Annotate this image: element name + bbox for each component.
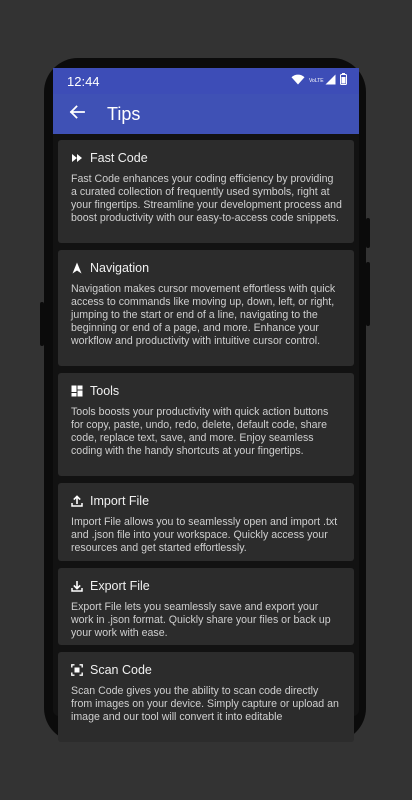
battery-icon <box>340 72 347 90</box>
tip-description: Scan Code gives you the ability to scan code directly from images on your device. Simply capture or upload an image and our tool will convert it into editable <box>71 685 339 724</box>
side-button-left <box>40 302 44 346</box>
tip-card-export-file <box>58 568 354 645</box>
tip-title: Import File <box>90 494 150 508</box>
arrow-left-icon <box>69 105 85 124</box>
tip-header <box>71 383 342 399</box>
tip-description: Fast Code enhances your coding efficiency by providing a curated collection of frequently used symbols, right at your fingertips. Streamline your development process and boost productivity with our easy-to-access code snippets. <box>71 173 342 225</box>
download-icon <box>71 580 83 592</box>
scan-icon <box>71 664 83 676</box>
tip-card-navigation <box>58 250 354 366</box>
tip-card-fast-code <box>58 140 354 243</box>
tip-card-scan-code <box>58 652 354 742</box>
tip-description: Navigation makes cursor movement effortless with quick access to commands like moving up, down, left, or right, jumping to the start or end of a line, navigating to the beginning or end of a page, and more. Enhance your workflow and productivity with intuitive cursor control. <box>71 283 336 348</box>
tip-header <box>71 578 342 594</box>
tip-title: Scan Code <box>90 663 152 677</box>
status-icons <box>291 72 347 90</box>
tip-title: Fast Code <box>90 151 148 165</box>
tip-description: Tools boosts your productivity with quick action buttons for copy, paste, undo, redo, delete, default code, share code, replace text, save, and more. Enjoy seamless coding with the handy shortcuts at your fingertips. <box>71 406 329 458</box>
volte-icon: VoLTE <box>309 77 324 84</box>
tips-list <box>53 134 359 742</box>
tip-header <box>71 150 342 166</box>
status-time: 12:44 <box>67 73 100 89</box>
tip-title: Export File <box>90 579 150 593</box>
status-bar <box>53 68 359 94</box>
tip-title: Navigation <box>90 261 150 275</box>
app-bar <box>53 94 359 134</box>
tip-header <box>71 260 342 276</box>
wifi-icon <box>291 72 305 90</box>
tip-header <box>71 493 342 509</box>
tip-title: Tools <box>90 384 120 398</box>
dashboard-icon <box>71 385 83 397</box>
tip-header <box>71 662 342 678</box>
power-button <box>366 218 370 248</box>
back-button[interactable] <box>65 102 89 126</box>
volume-button <box>366 262 370 326</box>
tip-card-tools <box>58 373 354 476</box>
page-title: Tips <box>107 103 141 124</box>
signal-icon <box>325 72 336 90</box>
tip-description: Export File lets you seamlessly save and export your work in .json format. Quickly share your files or back up your work with ease. <box>71 601 331 640</box>
upload-icon <box>71 495 83 507</box>
navigation-arrow-icon <box>71 262 83 274</box>
tip-description: Import File allows you to seamlessly open and import .txt and .json file into your workspace. Quickly access your resources and get started effortlessly. <box>71 516 338 555</box>
tip-card-import-file <box>58 483 354 561</box>
screen <box>53 68 359 724</box>
fast-forward-icon <box>71 152 83 164</box>
